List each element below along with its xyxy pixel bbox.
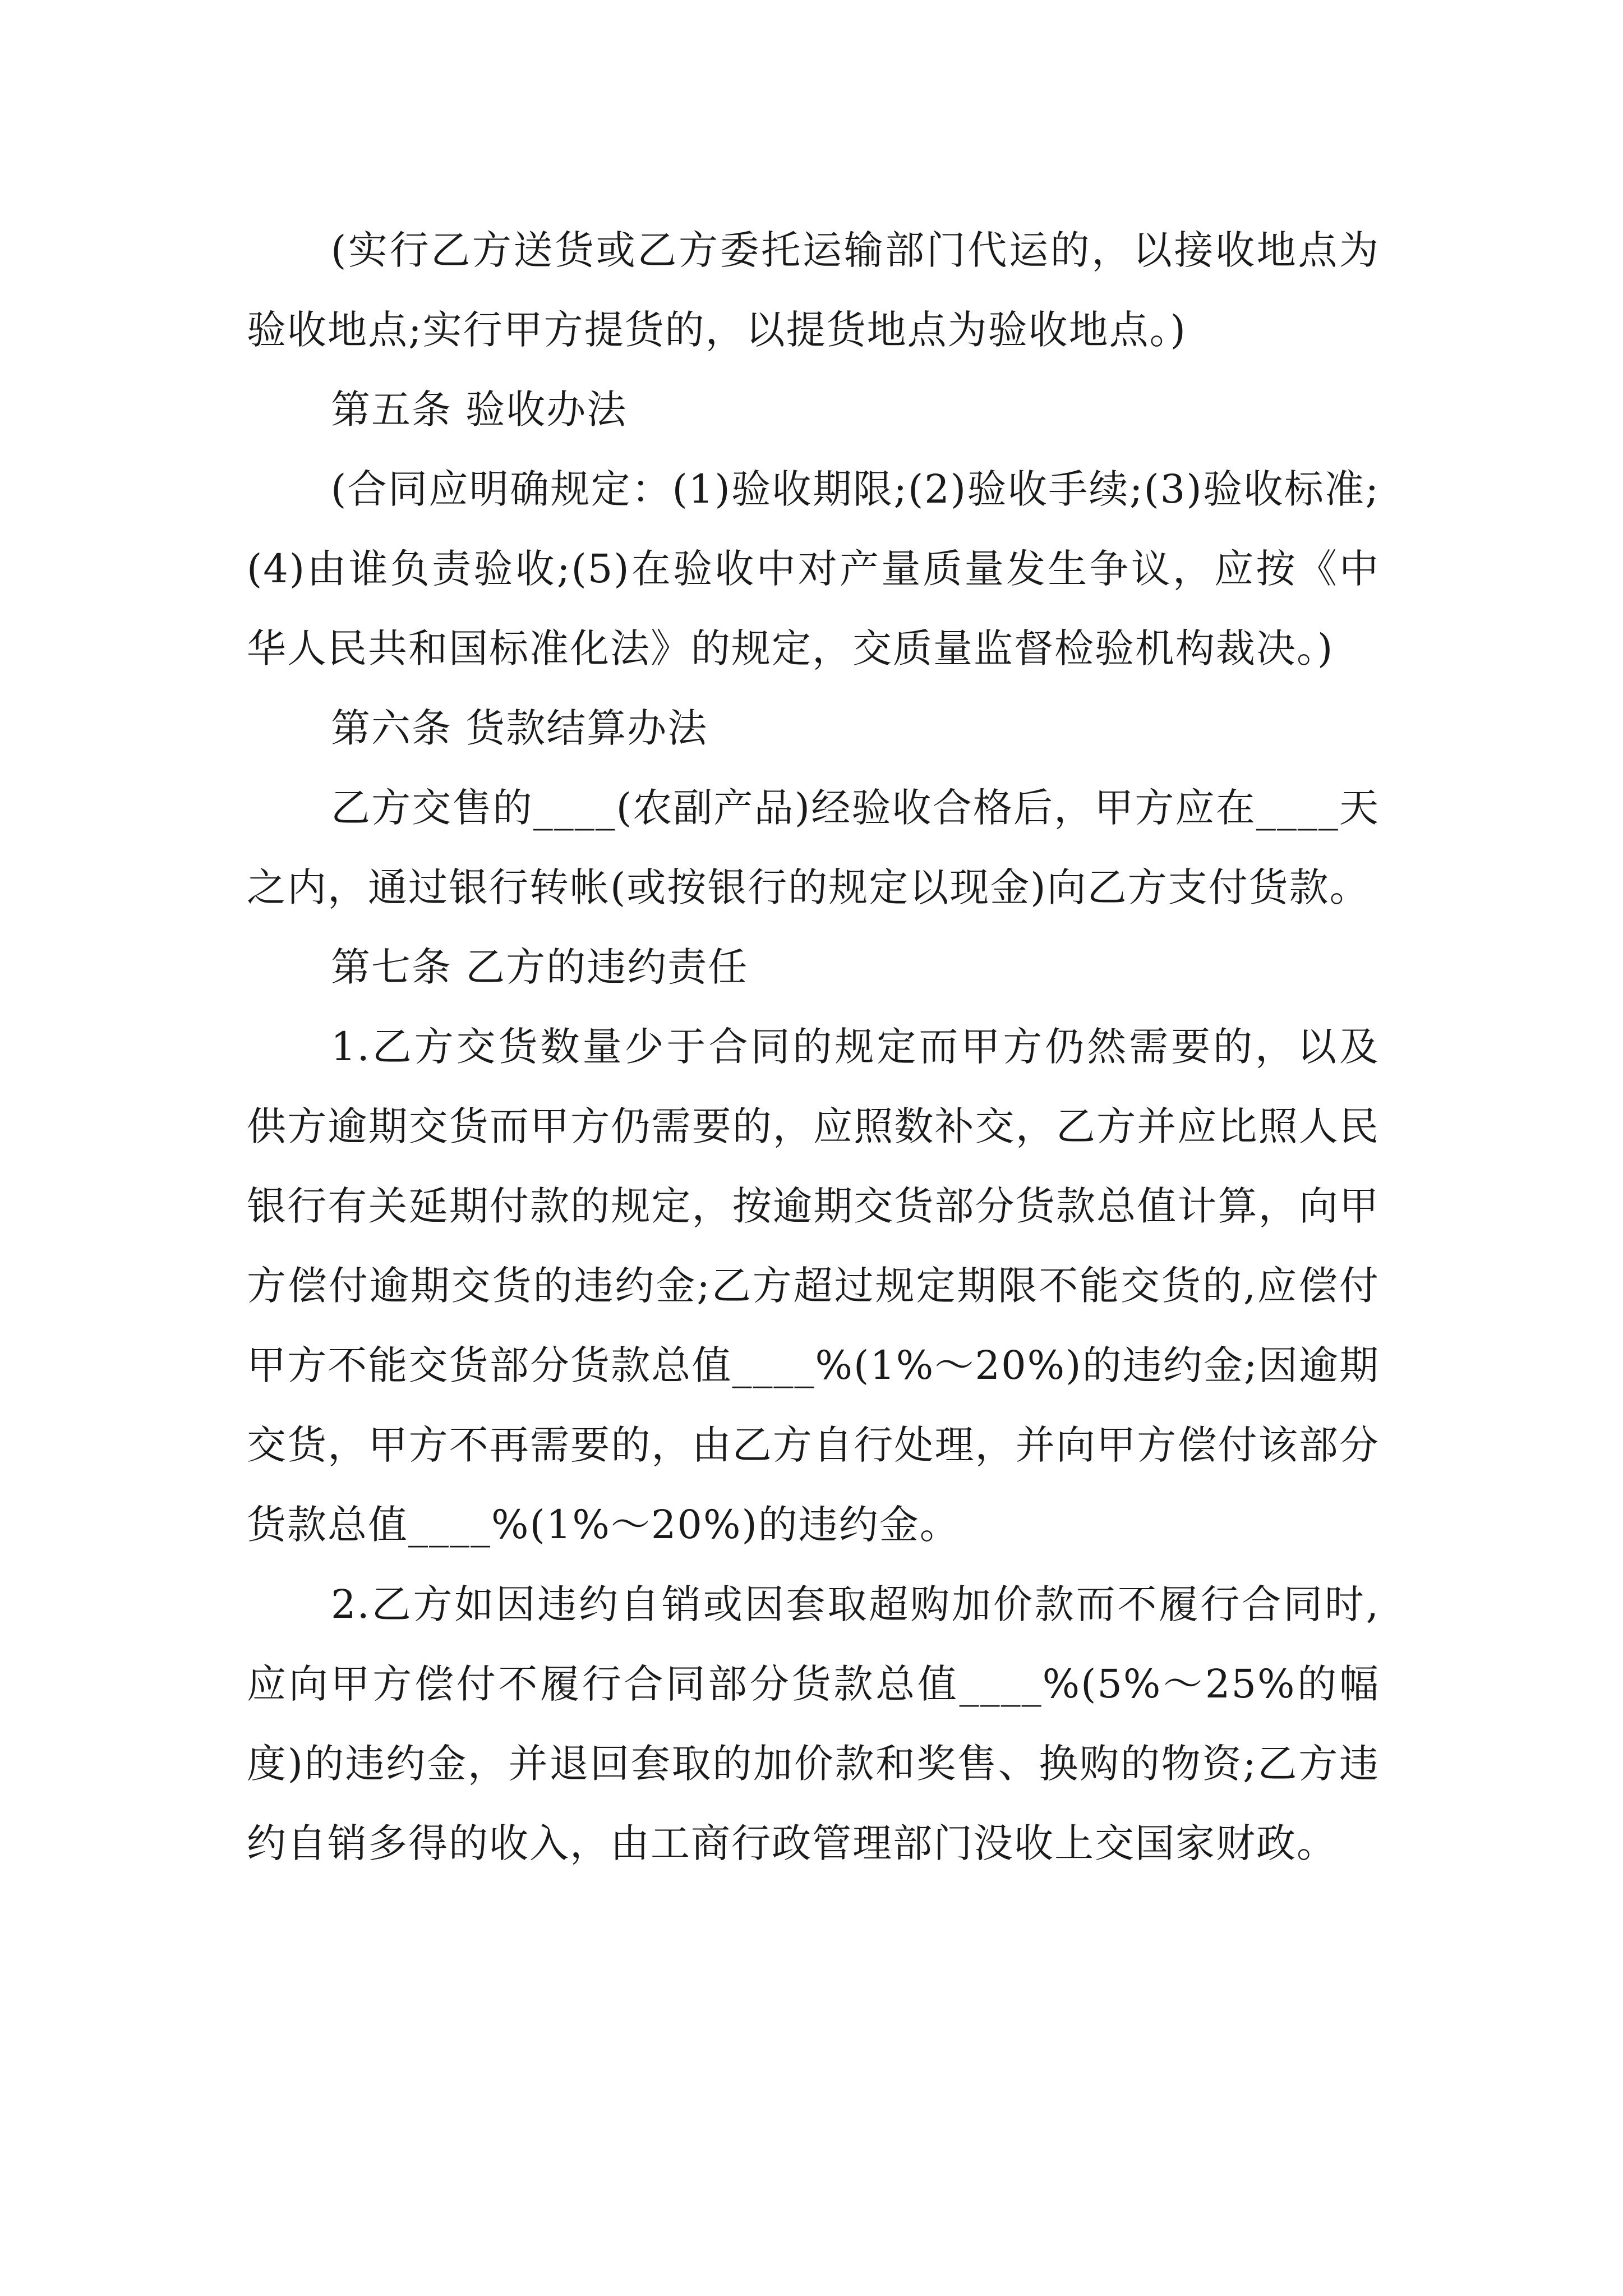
article-7-heading: 第七条 乙方的违约责任 [331, 944, 749, 990]
article-6-heading: 第六条 货款结算办法 [331, 705, 708, 751]
paragraph-acceptance-method: (合同应明确规定：(1)验收期限;(2)验收手续;(3)验收标准;(4)由谁负责验收;(5)在验收中对产量质量发生争议，应按《中华人民共和国标准化法》的规定，交质量监督检验机构裁决。) [247, 466, 1380, 671]
article-5-heading: 第五条 验收办法 [331, 386, 628, 432]
document-body [247, 210, 1380, 1883]
paragraph-liability-1: 1.乙方交货数量少于合同的规定而甲方仍然需要的，以及供方逾期交货而甲方仍需要的，应照数补交，乙方并应比照人民银行有关延期付款的规定，按逾期交货部分货款总值计算，向甲方偿付逾期交货的违约金;乙方超过规定期限不能交货的,应偿付甲方不能交货部分货款总值____%(1%～20%)的违约金;因逾期交货，甲方不再需要的，由乙方自行处理，并向甲方偿付该部分货款总值____%(1%～20%)的违约金。 [247, 1024, 1380, 1548]
paragraph-acceptance-location: (实行乙方送货或乙方委托运输部门代运的，以接收地点为验收地点;实行甲方提货的，以提货地点为验收地点。) [247, 227, 1380, 353]
paragraph-liability-2: 2.乙方如因违约自销或因套取超购加价款而不履行合同时,应向甲方偿付不履行合同部分货款总值____%(5%～25%的幅度)的违约金，并退回套取的加价款和奖售、换购的物资;乙方违约自销多得的收入，由工商行政管理部门没收上交国家财政。 [247, 1581, 1380, 1866]
paragraph-payment-settlement: 乙方交售的____(农副产品)经验收合格后，甲方应在____天之内，通过银行转帐(或按银行的规定以现金)向乙方支付货款。 [247, 785, 1380, 910]
